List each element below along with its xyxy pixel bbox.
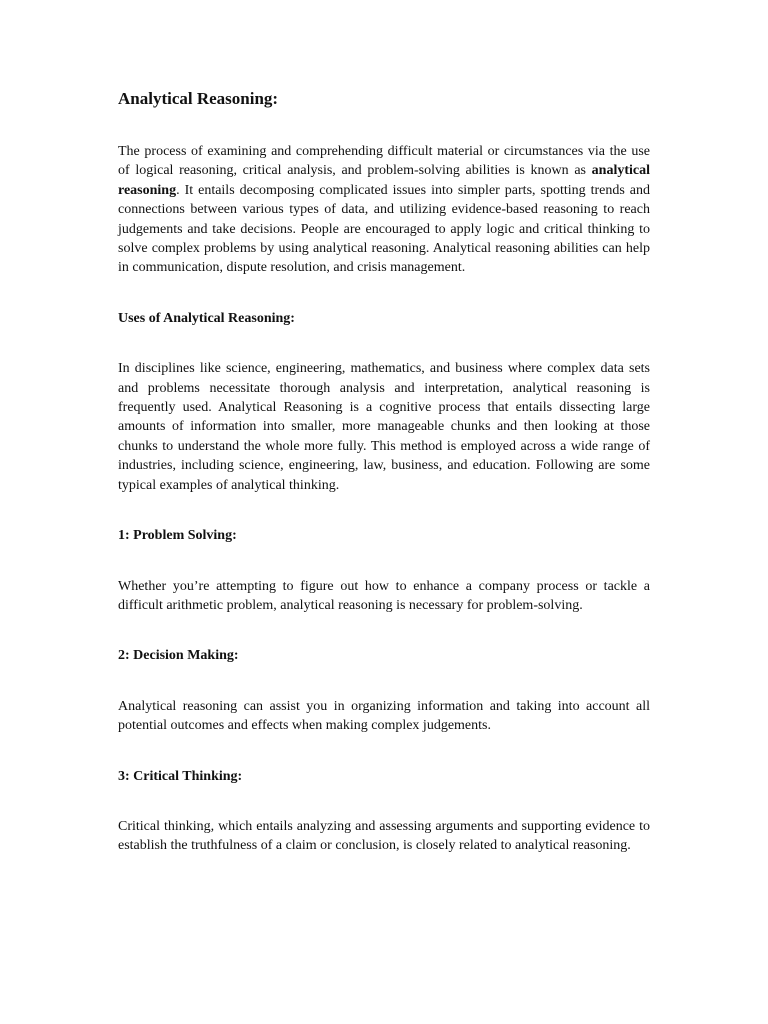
decision-making-paragraph: Analytical reasoning can assist you in organizing information and taking into account all potential outcomes and effects when making complex judgements.	[118, 698, 650, 734]
problem-solving-heading: 1: Problem Solving:	[118, 528, 237, 544]
intro-paragraph	[118, 142, 650, 278]
intro-text-start: The process of examining and comprehending difficult material or circumstances via the use of logical reasoning, critical analysis, and problem-solving abilities is known as	[118, 144, 650, 179]
document-title: Analytical Reasoning:	[118, 89, 279, 108]
problem-solving-paragraph: Whether you’re attempting to figure out how to enhance a company process or tackle a difficult arithmetic problem, analytical reasoning is necessary for problem-solving.	[118, 578, 650, 613]
uses-heading: Uses of Analytical Reasoning:	[118, 310, 295, 326]
critical-thinking-heading: 3: Critical Thinking:	[118, 768, 243, 784]
intro-text-end: . It entails decomposing complicated issues into simpler parts, spotting trends and connections between various types of data, and utilizing evidence-based reasoning to reach judgements and take decisions. People are encouraged to apply logic and critical thinking to solve complex problems by using analytical reasoning. Analytical reasoning abilities can help in communication, dispute resolution, and crisis management.	[118, 182, 650, 276]
document-page	[118, 84, 650, 856]
critical-thinking-paragraph: Critical thinking, which entails analyzing and assessing arguments and supporting evidence to establish the truthfulness of a claim or conclusion, is closely related to analytical reasoning.	[118, 818, 650, 854]
decision-making-heading: 2: Decision Making:	[118, 648, 239, 664]
intro-bold-term: analytical reasoning	[118, 163, 650, 198]
uses-paragraph: In disciplines like science, engineering, mathematics, and business where complex data sets and problems necessitate thorough analysis and interpretation, analytical reasoning is frequently used. Analytical Reasoning is a cognitive process that entails dissecting large amounts of information into smaller, more manageable chunks and then looking at those chunks to understand the whole more fully. This method is employed across a wide range of industries, including science, engineering, law, business, and education. Following are some typical examples of analytical thinking.	[118, 361, 650, 493]
